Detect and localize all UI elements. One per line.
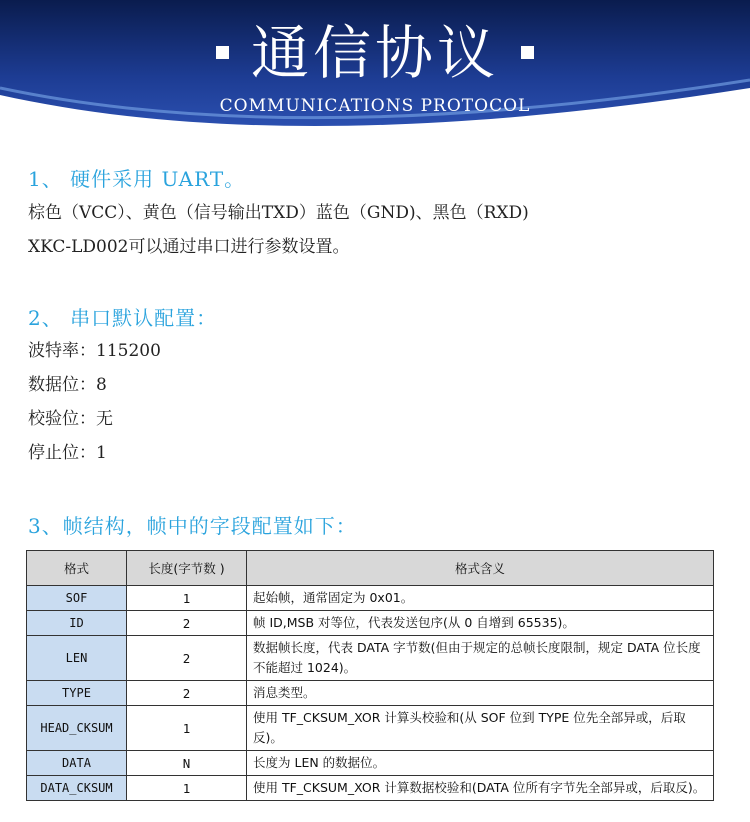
- column-header-format: 格式: [27, 551, 127, 586]
- page-subtitle: COMMUNICATIONS PROTOCOL: [219, 96, 531, 116]
- section-serial-default-title: 2、 串口默认配置：: [28, 306, 218, 330]
- field-desc-cell: 长度为 LEN 的数据位。: [247, 751, 714, 776]
- table-row: [27, 751, 714, 776]
- field-length-cell: 1: [127, 706, 247, 751]
- field-name-cell: SOF: [27, 586, 127, 611]
- table-row: [27, 636, 714, 681]
- table-row: [27, 586, 714, 611]
- table-header-row: [27, 551, 714, 586]
- field-length-cell: 2: [127, 681, 247, 706]
- field-desc-cell: 使用 TF_CKSUM_XOR 计算头校验和(从 SOF 位到 TYPE 位先全部异或，后取反)。: [247, 706, 714, 751]
- data-bits-line: 数据位：8: [28, 375, 107, 395]
- square-bullet-icon: [521, 46, 534, 59]
- square-bullet-icon: [216, 46, 229, 59]
- field-name-cell: HEAD_CKSUM: [27, 706, 127, 751]
- field-length-cell: 2: [127, 611, 247, 636]
- field-name-cell: DATA: [27, 751, 127, 776]
- header-banner: [0, 0, 750, 140]
- field-desc-cell: 消息类型。: [247, 681, 714, 706]
- page-title-text: 通信协议: [250, 19, 499, 87]
- field-name-cell: TYPE: [27, 681, 127, 706]
- field-length-cell: N: [127, 751, 247, 776]
- field-length-cell: 1: [127, 776, 247, 801]
- section-frame-structure-title: 3、帧结构，帧中的字段配置如下：: [28, 514, 357, 538]
- table-row: [27, 706, 714, 751]
- table-row: [27, 681, 714, 706]
- frame-structure-table: [26, 550, 714, 801]
- field-name-cell: DATA_CKSUM: [27, 776, 127, 801]
- field-desc-cell: 使用 TF_CKSUM_XOR 计算数据校验和(DATA 位所有字节先全部异或，后取反)。: [247, 776, 714, 801]
- table-row: [27, 776, 714, 801]
- section-hardware-title: 1、 硬件采用 UART。: [28, 167, 246, 191]
- stop-bits-line: 停止位：1: [28, 443, 107, 463]
- wire-colors-line: 棕色（VCC）、黄色（信号输出TXD）蓝色（GND)、黑色（RXD): [28, 203, 529, 223]
- baud-rate-line: 波特率：115200: [28, 341, 161, 361]
- table-row: [27, 611, 714, 636]
- column-header-length: 长度(字节数 ): [127, 551, 247, 586]
- field-desc-cell: 起始帧，通常固定为 0x01。: [247, 586, 714, 611]
- parity-line: 校验位：无: [28, 409, 113, 429]
- field-length-cell: 2: [127, 636, 247, 681]
- serial-config-line: XKC-LD002可以通过串口进行参数设置。: [28, 237, 350, 257]
- column-header-meaning: 格式含义: [247, 551, 714, 586]
- page-title: [0, 18, 750, 88]
- field-desc-cell: 帧 ID,MSB 对等位，代表发送包序(从 0 自增到 65535)。: [247, 611, 714, 636]
- field-name-cell: ID: [27, 611, 127, 636]
- field-length-cell: 1: [127, 586, 247, 611]
- field-desc-cell: 数据帧长度，代表 DATA 字节数(但由于规定的总帧长度限制，规定 DATA 位长度不能超过 1024)。: [247, 636, 714, 681]
- field-name-cell: LEN: [27, 636, 127, 681]
